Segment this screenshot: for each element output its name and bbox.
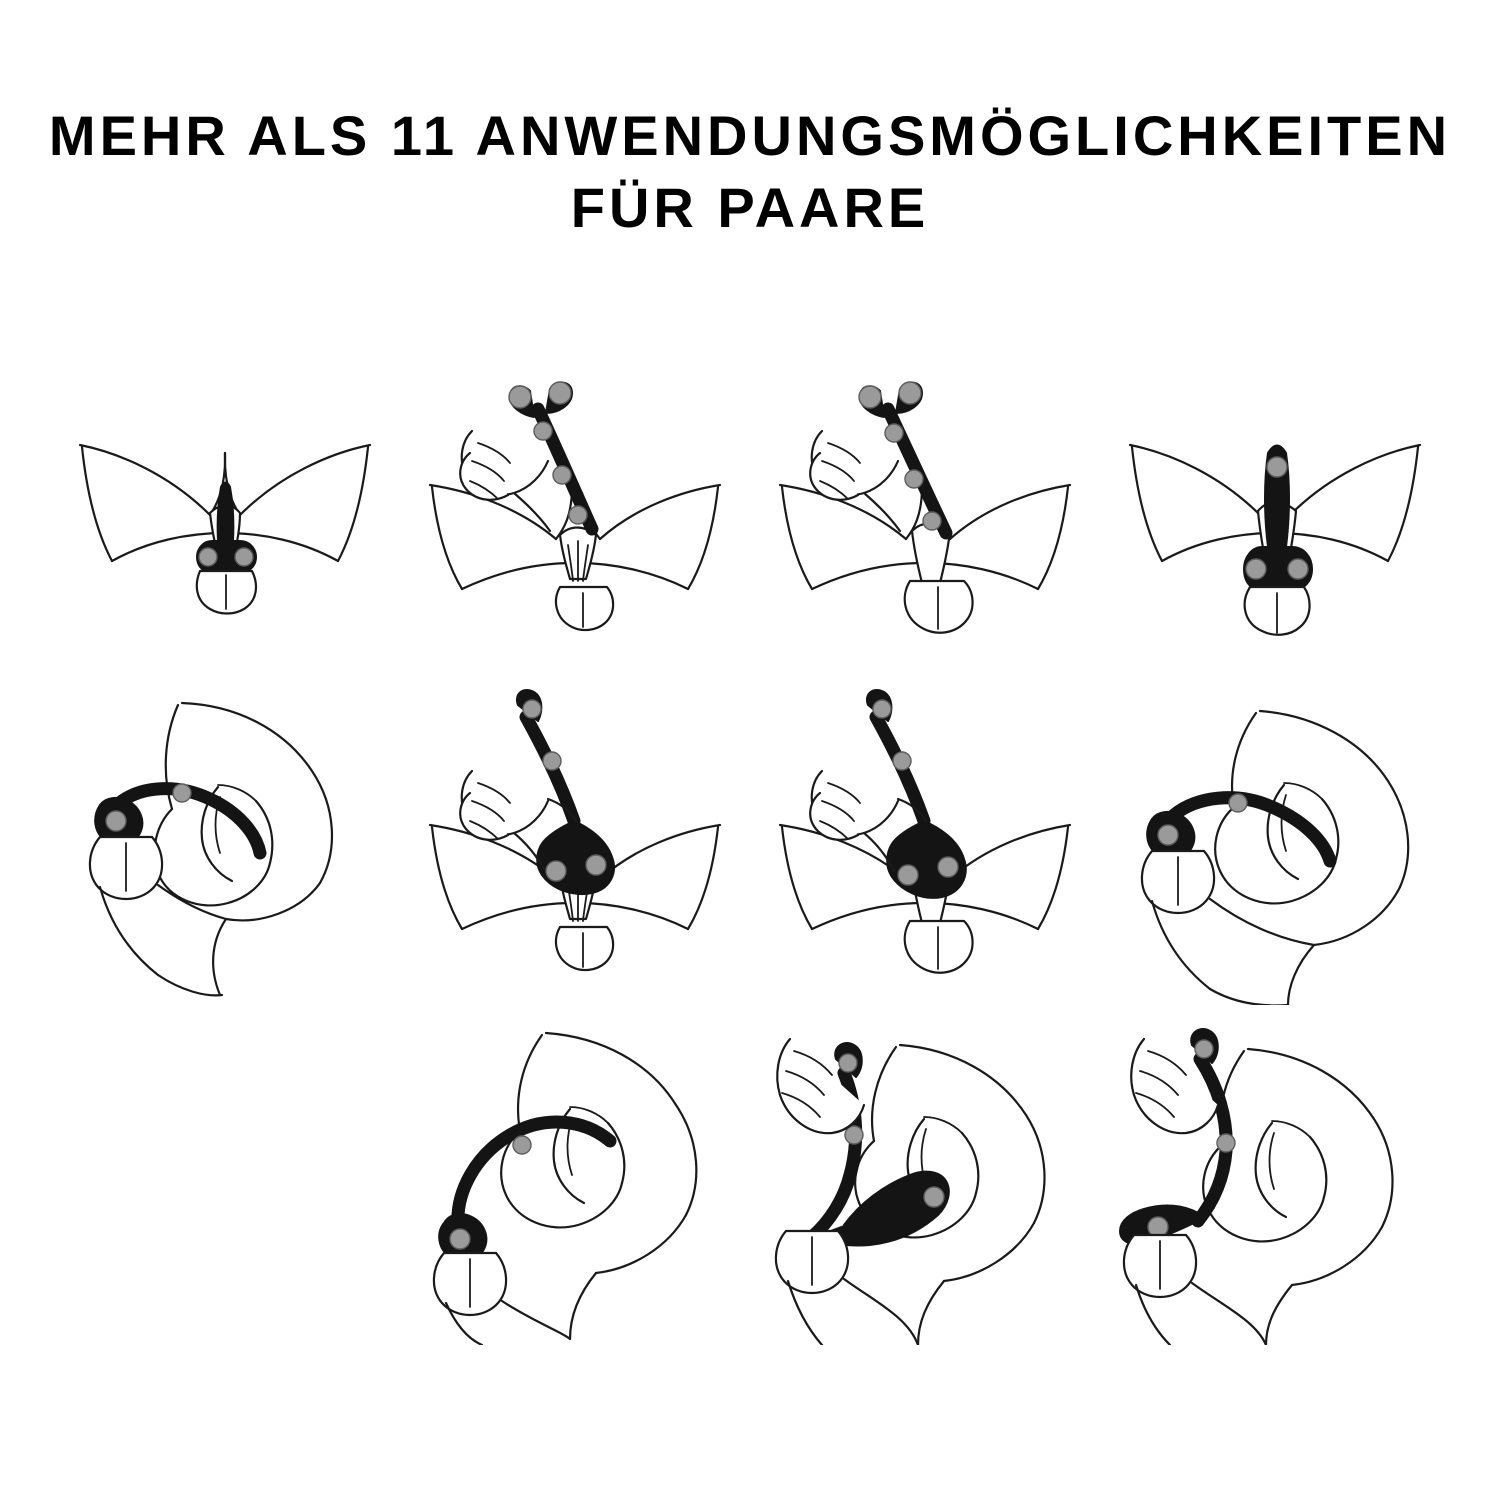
illustration-3 [760,335,1090,665]
illustration-4 [1110,335,1440,665]
illustration-1 [60,335,390,665]
illustration-8-graphic [1110,675,1440,1005]
page-title [0,100,1500,243]
illustration-3-graphic [760,335,1090,665]
illustration-8 [1110,675,1440,1005]
illustration-9-graphic [412,1015,742,1345]
illustration-4-graphic [1110,335,1440,665]
illustration-2 [410,335,740,665]
illustration-1-graphic [60,335,390,665]
illustration-7 [760,675,1090,1005]
illustration-11-graphic [1092,1015,1422,1345]
illustration-6-graphic [410,675,740,1005]
page-title-line-1: MEHR ALS 11 ANWENDUNGSMÖGLICHKEITEN [48,104,1452,167]
illustration-grid [60,330,1440,1460]
illustration-row-1 [60,330,1440,670]
illustration-10-graphic [752,1015,1082,1345]
illustration-5 [60,675,390,1005]
illustration-2-graphic [410,335,740,665]
page-title-line-2: FÜR PAARE [570,175,930,239]
illustration-row-2 [60,670,1440,1010]
illustration-10 [752,1015,1082,1345]
illustration-7-graphic [760,675,1090,1005]
illustration-9 [412,1015,742,1345]
illustration-5-graphic [60,675,390,1005]
illustration-row-3 [60,1010,1440,1350]
illustration-11 [1092,1015,1422,1345]
illustration-6 [410,675,740,1005]
